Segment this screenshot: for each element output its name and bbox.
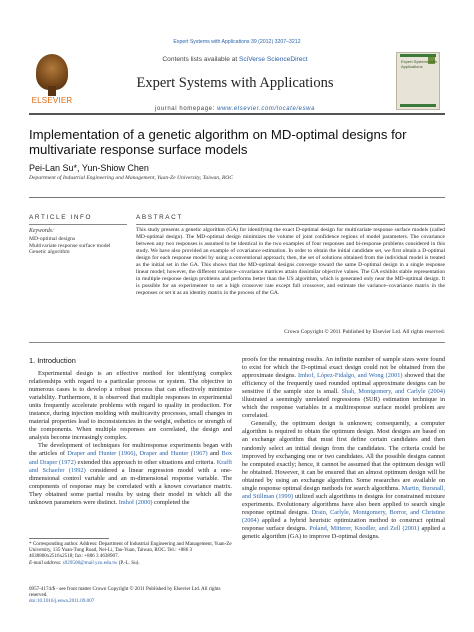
journal-title: Expert Systems with Applications (136, 75, 334, 91)
section-heading: 1. Introduction (29, 356, 76, 365)
citation-link[interactable]: Shah, Montgomery, and Carlyle (2004) (341, 388, 445, 396)
keyword: MD-optimal designs (29, 236, 76, 242)
footnote: * Corresponding author. Address: Department of Industrial Engineering and Management, Yuan-Ze University, 135 Yuan-Tung Road, Nei-Li, Tao-Yuan, Taiwan, ROC. Tel.: +886 3 4638800x2516x2518; fax: +886 3 4638907. E-mail address: s929508@mail.yzu.edu.tw (P.-L. Su). (29, 541, 232, 566)
homepage-link[interactable]: www.elsevier.com/locate/eswa (217, 106, 316, 112)
citation-link[interactable]: Imhof, López-Fidalgo, and Wong (2001) (298, 372, 403, 380)
elsevier-logo (30, 52, 74, 108)
paragraph: proofs for the remaining results. An infinite number of sample sizes were found to exist for which the D-optimal exact design could not be obtained from the approximate designs. Imhof, López-Fidalgo, and Wong (2001) showed that the efficiency of the frequently used rounded optimal approximate designs can be sensitive if the sample size is small. Shah, Montgomery, and Carlyle (2004) illustrated a seemingly unrelated regressions (SUR) estimation technique in which the response variables in a multiresponse surface model problem are correlated. (242, 356, 445, 420)
footnote-divider (29, 538, 109, 539)
article-authors: Pei-Lan Su*, Yun-Shiow Chen (29, 163, 149, 173)
cover-title: Expert Systems with Applications (401, 59, 438, 69)
journal-cover-thumbnail (396, 52, 440, 110)
citation-link[interactable]: Draper and Hunter (1967) (139, 450, 208, 458)
abstract-heading: ABSTRACT (136, 214, 183, 221)
paragraph: Generally, the optimum design is unknown; consequently, a computer algorithm is required to obtain the optimum design. Most designs are based on an exchange algorithm that must first define certain candidates and then randomly select an initial design from the candidates. The criteria could be improved by exchanging one or two candidates. All the possible designs cannot be computed exactly; hence, it cannot be assumed that the optimum design will be obtained. However, it can be ensured that an almost optimum design will be obtained by using an exchange algorithm. Some researches are available on single response optimal design methods for search algorithms. Martin, Bursnall, and Stillman (1999) utilized such algorithms in designs for constrained mixture experiments. Evolutionary algorithms have also been applied to search single response optimal designs. Drain, Carlyle, Montgomery, Borror, and Christine (2004) applied a hybrid heuristic optimization method to construct optimal response surface designs. Poland, Mitterer, Knodler, and Zell (2001) applied a genetic algorithm (GA) to improve D-optimal designs. (242, 420, 446, 541)
abstract-divider (29, 342, 445, 343)
abstract-text: This study presents a genetic algorithm (GA) for identifying the exact D-optimal design for multivariate response surface models (called MD-optimal design). The MD-optimal design minimizes the volume of joint confidence regions of model parameters. The covariance between any two responses is assumed to be identical in the two examples of four responses and bi-response problems considered in this study. We have also provided an example of covariance estimation. In order to obtain the initial candidate set, we first obtain a D-optimal design for each response model by using a conventional approach; then, the set of solutions obtained from the individual model is treated as the initial set in the GA. This shows that the MD-optimal designs converge toward the same D-optimal design in a single response linear model; however, the different variance–covariance matrices attain dissimilar objective values. The GA exhibits stable representation in multiple response design problems and performs better than the US algorithm, which is generated only near the MD-optimal design. It is possible for an experimenter to set a high crossover rate except full crossover, and estimate the variance–covariance matrix in the responses or set it as an identity matrix in the process of the GA. (136, 227, 445, 297)
paragraph: The development of techniques for multiresponse experiments began with the articles of Draper and Hunter (1966), Draper and Hunter (1967) and Box and Draper (1972) extended this approach to other situations and criteria. Krafft and Schaefer (1992) considered a linear regression model with a one-dimensional control variable and an m-dimensional response variable. The components of response may be correlated with a known covariance matrix. They obtained some partial results by using their model in which all the unknown parameters were distinct. Imhof (2000) completed the (29, 442, 232, 506)
journal-homepage: journal homepage: www.elsevier.com/locate/eswa (154, 106, 316, 112)
title-divider (29, 197, 445, 198)
contents-line: Contents lists available at SciVerse ScienceDirect (162, 56, 308, 63)
email-link[interactable]: s929508@mail.yzu.edu.tw (62, 559, 118, 566)
paragraph: Experimental design is an effective method for identifying complex relationships with regard to a particular process or system. The objective in numerous cases is to develop a robust process that can effectively minimize variability. Furthermore, it is observed that multiple responses in experimental units frequently accelerate problems with regard to quality in production. For instance, during injection molding with multicavity processes, small changes in material properties lead to inconsistencies in the weight, esthetics or strength of the components. When multiple responses are correlated, the design and analysis become increasingly complex. (29, 370, 232, 442)
article-info-heading: ARTICLE INFO (29, 214, 93, 221)
keyword: Multivariate response surface model (29, 242, 111, 249)
keywords-label: Keywords: (29, 228, 54, 234)
sciencedirect-link[interactable]: SciVerse ScienceDirect (239, 56, 308, 63)
citation-link[interactable]: Box and Draper (1972) (29, 450, 232, 466)
citation-link[interactable]: Drain, Carlyle, Montgomery, Borror, and Christine (2004) (242, 508, 445, 524)
tree-emblem-icon (36, 54, 68, 90)
right-column (242, 356, 445, 541)
citation-link[interactable]: Krafft and Schaefer (1992) (29, 458, 232, 474)
bottom-matter (29, 586, 232, 605)
citation-link[interactable]: Poland, Mitterer, Knodler, and Zell (2001) (309, 524, 420, 532)
citation-link[interactable]: Martin, Bursnall, and Stillman (1999) (242, 484, 446, 500)
keywords-list (29, 236, 111, 256)
keyword: Genetic algorithm (29, 249, 70, 256)
publisher-logo-text: ELSEVIER (31, 96, 73, 105)
article-title: Implementation of a genetic algorithm on MD-optimal designs for multivariate response surface models (29, 127, 407, 157)
copyright-line: Crown Copyright © 2011 Published by Elsevier Ltd. All rights reserved. (284, 329, 445, 335)
author-affiliation: Department of Industrial Engineering and Management, Yuan-Ze University, Taiwan, ROC (29, 175, 234, 181)
header-divider (29, 113, 445, 115)
journal-reference[interactable]: Expert Systems with Applications 39 (2012) 3207–3212 (173, 39, 301, 45)
doi-link[interactable]: doi:10.1016/j.eswa.2011.09.007 (29, 598, 95, 605)
citation-link[interactable]: Imhof (2000) (118, 498, 153, 506)
journal-header (80, 52, 390, 112)
issn-line: 0957-4174/$ - see front matter Crown Copyright © 2011 Published by Elsevier Ltd. All rights reserved. (29, 586, 221, 599)
citation-link[interactable]: Draper and Hunter (1966) (67, 450, 136, 458)
left-column (29, 370, 232, 507)
